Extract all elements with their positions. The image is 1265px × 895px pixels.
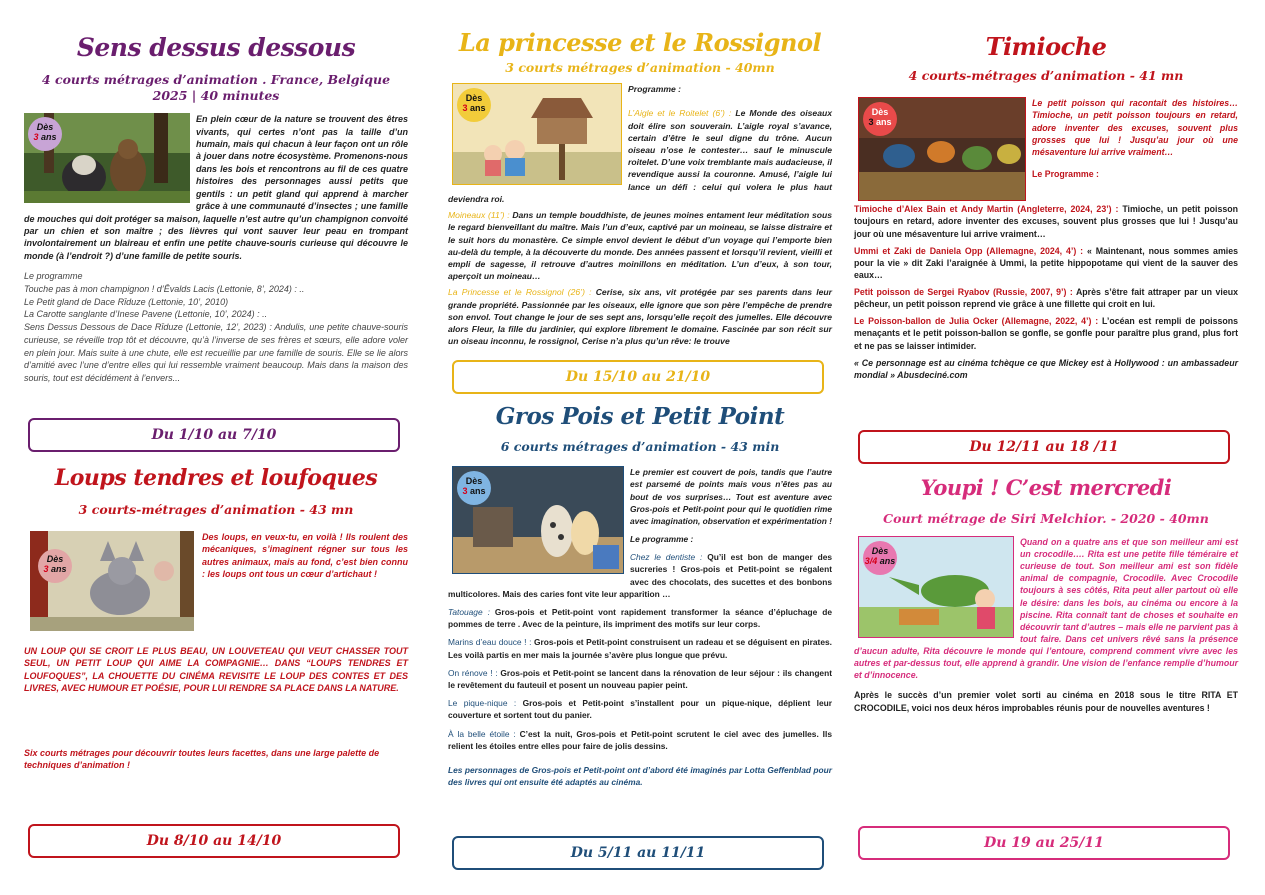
age-badge: Dès 3 ans <box>457 471 491 505</box>
film-subtitle: Court métrage de Siri Melchior. - 2020 - 40mn <box>883 511 1209 527</box>
film-synopsis: Dès 3 ans En plein cœur de la nature se trouvent des êtres vivants, qui certes n’ont pas la taille d’un humain, mais qui chacun à leur façon ont un rôle à jouer dans notre écosystème. Promenons-nous dans les bois et rencontrons au fil de ces quatre histoires des personnages aussi petits que gentils : un petit gland qui apprend à marcher grâce à une communauté d’insectes ; une famille de mouches qui doit protéger sa maison, laquelle n’est autre qu’un champignon convoité par un chien et son maître ; des lièvres qui vont sauver leur peau en trompant involontairement un blaireau et enfin une petite chauve-souris curieuse qui découvre le monde (à l’endroit ?) d’une famille de petite souris. <box>24 114 408 261</box>
screening-dates: Du 1/10 au 7/10 <box>28 418 400 452</box>
programme-item: La Carotte sanglante d’Inese Pavene (Lettonie, 10’, 2024) : .. <box>24 309 268 320</box>
film-subtitle: 3 courts métrages d’animation - 40mn <box>505 60 775 76</box>
film-outro: Six courts métrages pour découvrir toutes leurs facettes, dans une large palette de techniques d’animation ! <box>24 747 380 771</box>
programme-item: À la belle étoile : C’est la nuit, Gros-pois et Petit-point scrutent le ciel avec des jumelles. Ils relient les étoiles entre elles pour faire de jolis dessins. <box>448 728 832 751</box>
film-synopsis: Dès 3/4 ans Quand on a quatre ans et que son meilleur ami est un crocodile…. Rita est une petite fille téméraire et curieuse de tout. Son meilleur ami est son fidèle animal de compagnie, Crocodile. Avec Crocodile toujours à ses côtés, Rita peut aller partout où elle le désire: dans les bois, au cinéma ou encore à la piscine. Rita connaît tant de choses et souhaite en découvrir tant d’autres – mais elle ne parvient pas à tout faire. Dans cet univers rêvé sans la présence d’aucun adulte, Rita découvre le monde qui l’entoure, comprend comment vivre avec les autres et par-dessus tout, elle apprend à grandir. Une vision de l’enfance remplie d’humour et d’innocence. <box>854 536 1238 681</box>
age-badge: Dès 3 ans <box>38 549 72 583</box>
film-poster <box>452 83 622 185</box>
film-princesse-rossignol <box>448 30 832 347</box>
film-intro: Dès 3 ans Le petit poisson qui racontait des histoires… Timioche, un petit poisson toujours en retard, adore inventer des excuses, souvent plus grosses que lui ! Jusqu’au jour où une mésaventure lui arrive vraiment… Le Programme : <box>854 97 1238 180</box>
programme-item: La Princesse et le Rossignol (26’) : Cerise, six ans, vit protégée par ses parents dans leur grande propriété. Passionnée par les oiseaux, elle ignore que son père l’empêche de prendre son envol. Tout change le jour de ses sept ans, lorsqu’elle reçoit des jumelles. Elle découvre alors Fleur, la fille du jardinier, qui explore librement le domaine. Fascinée par son récit sur un oiseau inconnu, le rossignol, Cerise n’a plus qu’un rêve: le trouve <box>448 287 833 347</box>
programme-item: L’Aigle et le Roitelet (6’) : Le Monde des oiseaux doit élire son souverain. L’aigle royal s’avance, certain d’être le seul digne du trône. Aucun oiseau n’ose le contester… sauf le minuscule roitelet. D’une voix tremblante mais audacieuse, il revendique aussi la couronne. Amusé, l’aigle lui lance un défi : celui qui volera le plus haut deviendra roi. <box>448 108 832 204</box>
programme-item: Le Poisson-ballon de Julia Ocker (Allemagne, 2022, 4’) : L’océan est rempli de poissons menaçants et le petit poisson-ballon se gonfle, se gonfle pour paraître plus grand, plus fort et ne pas se laisser intimider. <box>854 316 1238 351</box>
film-youpi-mercredi <box>854 476 1238 714</box>
age-badge: Dès 3 ans <box>28 117 62 151</box>
film-poster <box>858 97 1026 201</box>
film-title: Gros Pois et Petit Point <box>495 403 785 430</box>
film-intro: Dès 3 ans Des loups, en veux-tu, en voilà ! Ils roulent des mécaniques, s’imaginent régner sur tous les autres animaux, mais au fond, c’est bien connu : les loups ont tous un cœur d’artichaut ! <box>24 531 408 635</box>
film-programme <box>448 466 832 788</box>
programme-list <box>854 203 1238 381</box>
screening-dates: Du 8/10 au 14/10 <box>28 824 400 858</box>
film-title: Loups tendres et loufoques <box>54 465 378 491</box>
age-badge: Dès 3 ans <box>863 102 897 136</box>
film-subtitle: 3 courts-métrages d’animation - 43 mn <box>78 502 354 518</box>
programme-item: Petit poisson de Sergei Ryabov (Russie, 2007, 9’) : Après s’être fait attraper par un vieux pêcheur, un petit poisson reprend vie grâce à une fillette qui croit en lui. <box>854 287 1238 310</box>
programme-item: Timioche d’Alex Bain et Andy Martin (Angleterre, 2024, 23’) : Timioche, un petit poisson toujours en retard, adore inventer des excuses, souvent plus grosses que lui ! Jusqu’au jour où une mésaventure lui arrive vraiment… <box>854 204 1238 239</box>
film-duration: 2025 | 40 minutes <box>152 88 280 104</box>
screening-dates: Du 15/10 au 21/10 <box>452 360 824 394</box>
film-title: La princesse et le Rossignol <box>458 28 822 57</box>
film-subtitle: 6 courts métrages d’animation - 43 min <box>500 439 780 455</box>
programme-list <box>24 270 408 385</box>
film-timioche <box>854 34 1238 386</box>
film-title: Sens dessus dessous <box>76 33 356 62</box>
film-programme <box>448 83 832 347</box>
film-subtitle: 4 courts métrages d’animation . France, Belgique <box>41 71 391 87</box>
programme-item: Moineaux (11’) : Dans un temple bouddhiste, de jeunes moines entament leur méditation sous le regard bienveillant du maître. Mais l’un d’eux, captivé par un moineau, se laisse distraire et le suit hors du monastère. Ce simple envol devient le début d’un voyage qui l’emporte bien au-delà du temple, à la découverte du monde. Des années passent et lorsqu’il revient, vieilli et empli de sagesse, il retrouve d’autres moinillons en méditation. L’un d’eux, à son tour, aperçoit un moineau… <box>448 210 833 282</box>
film-title: Timioche <box>985 32 1107 61</box>
film-sens-dessus-dessous <box>24 34 408 385</box>
programme-item: Marins d’eau douce ! : Gros-pois et Petit-point construisent un radeau et se déguisent en pirates. Les voilà partis en mer mais la journée s’avère plus longue que prévu. <box>448 637 832 660</box>
screening-dates: Du 12/11 au 18 /11 <box>858 430 1230 464</box>
programme-item: Ummi et Zaki de Daniela Opp (Allemagne, 2024, 4’) : « Maintenant, nous sommes amies pour la vie » dit Zaki l’araignée à Ummi, la petite hippopotame qui vient de la sauver des eaux… <box>854 245 1238 280</box>
programme-item: Le pique-nique : Gros-pois et Petit-point s’installent pour un pique-nique, déplient leur couverture et sortent tout du panier. <box>448 698 832 721</box>
film-outro: Après le succès d’un premier volet sorti au cinéma en 2018 sous le titre RITA ET CROCODILE, voici nos deux héros improbables réunis pour de nouvelles aventures ! <box>854 690 1238 713</box>
programme-item: Chez le dentiste : Qu’il est bon de manger des sucreries ! Gros-pois et Petit-point se régalent avec des chocolats, des sucettes et des bonbons multicolores. Mais des caries font vite leur apparition … <box>448 552 833 599</box>
screening-dates: Du 19 au 25/11 <box>858 826 1230 860</box>
programme-heading: Le Programme : <box>1032 168 1099 179</box>
programme-heading: Le programme : <box>630 534 694 545</box>
programme-heading: Le programme <box>24 271 83 282</box>
press-quote: « Ce personnage est au cinéma tchèque ce que Mickey est à Hollywood : un ambassadeur mondial » Abusdeciné.com <box>854 357 1238 380</box>
film-poster <box>452 466 624 574</box>
film-description: UN LOUP QUI SE CROIT LE PLUS BEAU, UN LOUVETEAU QUI VEUT CHASSER TOUT SEUL, UN PETIT LOUP QUI AIME LA COMPAGNIE… DANS “LOUPS TENDRES ET LOUFOQUES”, LA CHOUETTE DU CINÉMA REVISITE LE LOUP DES CONTES ET DES LIVRES, AVEC HUMOUR ET POÉSIE, POUR LUI RENDRE SA PLACE DANS LA NATURE. <box>24 646 408 694</box>
programme-heading: Programme : <box>628 84 682 95</box>
film-gros-pois-petit-point <box>448 404 832 788</box>
film-loups-tendres <box>24 466 408 772</box>
film-subtitle: 4 courts-métrages d’animation - 41 mn <box>908 68 1184 84</box>
programme-item: Sens Dessus Dessous de Dace Rīduze (Lettonie, 12’, 2023) : Andulis, une petite chauve-souris curieuse, se réveille trop tôt et découvre, qu’à l’inverse de ses frères et sœurs, elle adore voler en plein jour. Mais suite à une chute, elle est recueillie par une famille de souris. Elle se lie alors d’amitié avec l’une d’entre elles qui lui ressemble vraiment beaucoup. Mais dans la maison des souris, tout est décidément à l’envers... <box>24 322 408 384</box>
age-badge: Dès 3 ans <box>457 88 491 122</box>
film-poster <box>24 113 190 203</box>
film-poster <box>30 531 194 631</box>
film-intro: Le premier est couvert de pois, tandis que l’autre est parsemé de points mais vous n’êtes pas au bout de vos surprises… Tout est aventure avec Gros-pois et Petit-point pour qui le quotidien rime avec imagination, observation et expérimentation ! <box>630 467 832 526</box>
screening-dates: Du 5/11 au 11/11 <box>452 836 824 870</box>
programme-item: On rénove ! : Gros-pois et Petit-point se lancent dans la rénovation de leur séjour : ils changent le revêtement du fauteuil et posent un nouveau papier peint. <box>448 667 832 690</box>
film-outro: Les personnages de Gros-pois et Petit-point ont d’abord été imaginés par Lotta Geffenblad pour des livres qui ont ensuite été adaptés au cinéma. <box>448 764 832 788</box>
programme-item: Le Petit gland de Dace Rīduze (Lettonie, 10’, 2010) <box>24 296 229 307</box>
age-badge: Dès 3/4 ans <box>863 541 897 575</box>
film-title: Youpi ! C’est mercredi <box>920 475 1172 500</box>
programme-item: Tatouage : Gros-pois et Petit-point vont rapidement transformer la séance d’épluchage de pommes de terre . Avec de la peinture, ils impriment des motifs sur leur corps. <box>448 607 832 630</box>
programme-item: Touche pas à mon champignon ! d’Ēvalds Lacis (Lettonie, 8’, 2024) : .. <box>24 283 305 294</box>
film-poster <box>858 536 1014 638</box>
